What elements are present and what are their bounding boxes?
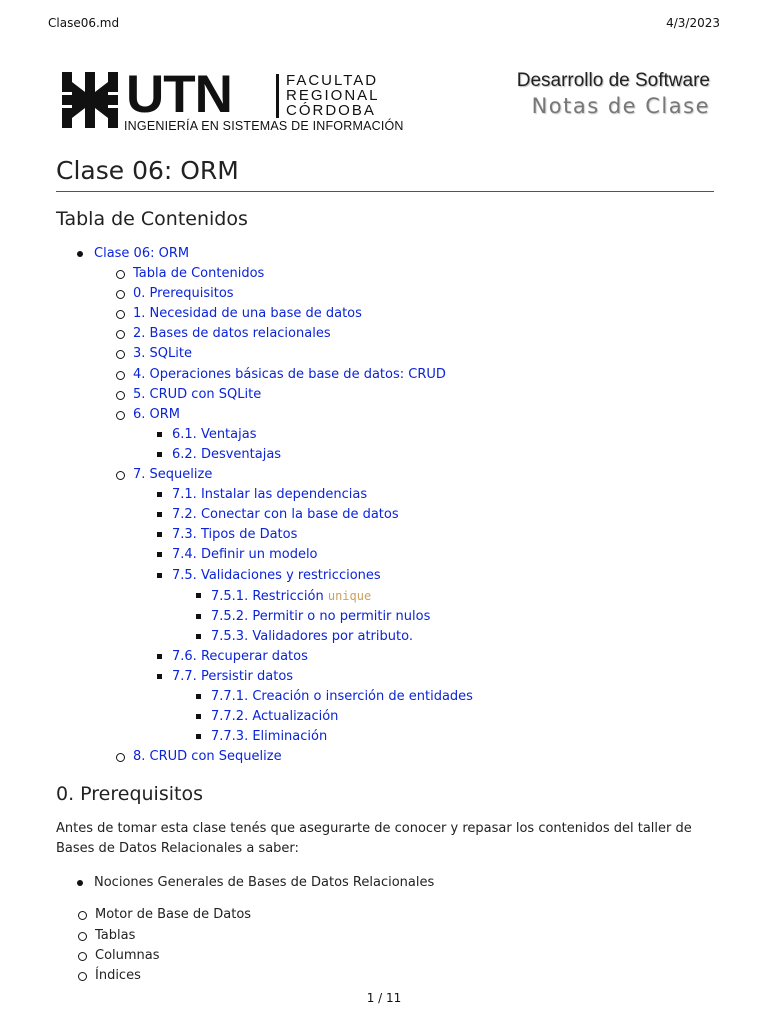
toc-item — [172, 607, 714, 627]
list-item: Motor de Base de Datos — [56, 905, 714, 925]
toc-item — [133, 525, 714, 545]
toc-item — [94, 344, 714, 364]
toc-item — [133, 425, 714, 445]
toc-link[interactable]: 8. CRUD con Sequelize — [133, 749, 282, 765]
toc-item — [133, 566, 714, 647]
print-header — [48, 16, 720, 32]
toc-link[interactable] — [211, 589, 371, 604]
sublist-container — [56, 905, 714, 986]
toc-item — [172, 586, 714, 607]
toc-link[interactable]: 7.6. Recuperar datos — [172, 648, 308, 664]
utn-wordmark: UTN — [126, 65, 232, 124]
toc-item — [133, 545, 714, 565]
section-paragraph: Antes de tomar esta clase tenés que asegurarte de conocer y repasar los contenidos del taller de Bases de Datos Relacionales a saber: — [56, 821, 692, 857]
print-filename: Clase06.md — [48, 16, 120, 30]
toc-item — [133, 485, 714, 505]
toc-item — [94, 365, 714, 385]
toc-link[interactable]: 7.7.2. Actualización — [211, 709, 339, 725]
toc-link[interactable]: 7.5. Validaciones y restricciones — [172, 567, 381, 583]
toc-item — [133, 505, 714, 525]
toc-link[interactable]: 7.7.1. Creación o inserción de entidades — [211, 689, 473, 705]
toc-link[interactable]: 7.3. Tipos de Datos — [172, 527, 298, 543]
toc-item — [172, 687, 714, 707]
toc-link[interactable]: 7.4. Definir un modelo — [172, 547, 318, 563]
toc-link[interactable]: 7. Sequelize — [133, 467, 213, 483]
toc-link[interactable]: Tabla de Contenidos — [133, 266, 265, 282]
prereq-list — [56, 873, 714, 986]
toc-link[interactable]: Clase 06: ORM — [94, 246, 190, 261]
list-item: Columnas — [56, 946, 714, 966]
table-of-contents — [56, 244, 714, 767]
page-title: Clase 06: ORM — [56, 156, 714, 192]
utn-emblem-icon — [60, 70, 120, 130]
facultad-line-3: CÓRDOBA — [286, 102, 376, 119]
course-title: Desarrollo de Software — [516, 70, 710, 91]
list-item-text: Nociones Generales de Bases de Datos Relacionales — [94, 875, 435, 891]
toc-link-text: 7.5.1. Restricción — [211, 588, 324, 604]
course-subtitle: Notas de Clase — [531, 94, 710, 118]
toc-heading: Tabla de Contenidos — [56, 208, 248, 230]
page-number: 1 / 11 — [366, 991, 402, 1005]
toc-item — [94, 747, 714, 767]
toc-link[interactable]: 0. Prerequisitos — [133, 286, 234, 302]
toc-item — [172, 727, 714, 747]
toc-item — [133, 667, 714, 747]
toc-link[interactable]: 1. Necesidad de una base de datos — [133, 306, 362, 322]
toc-link[interactable]: 2. Bases de datos relacionales — [133, 326, 331, 342]
toc-item — [94, 385, 714, 405]
toc-link[interactable]: 7.5.2. Permitir o no permitir nulos — [211, 608, 431, 624]
toc-item — [172, 627, 714, 647]
toc-link[interactable]: 6. ORM — [133, 406, 181, 422]
carrera-label: INGENIERÍA EN SISTEMAS DE INFORMACIÓN — [124, 119, 404, 133]
facultad-line-1: FACULTAD — [286, 72, 379, 89]
document-body — [56, 156, 714, 998]
toc-item — [94, 264, 714, 284]
list-item: Índices — [56, 966, 714, 986]
toc-link[interactable]: 7.5.3. Validadores por atributo. — [211, 628, 413, 644]
toc-link[interactable]: 7.7.3. Eliminación — [211, 729, 328, 745]
list-item — [56, 873, 714, 893]
toc-link[interactable]: 4. Operaciones básicas de base de datos: CRUD — [133, 366, 446, 382]
toc-link[interactable]: 7.7. Persistir datos — [172, 668, 294, 684]
toc-link[interactable]: 6.1. Ventajas — [172, 426, 257, 442]
toc-item — [94, 405, 714, 465]
list-item: Tablas — [56, 926, 714, 946]
facultad-line-2: REGIONAL — [286, 87, 380, 104]
toc-item — [94, 284, 714, 304]
toc-item — [94, 324, 714, 344]
toc-item — [172, 707, 714, 727]
section-heading: 0. Prerequisitos — [56, 783, 203, 806]
facultad-block — [286, 73, 380, 118]
inline-code: unique — [327, 588, 372, 603]
toc-item — [56, 244, 714, 767]
utn-logo — [60, 65, 404, 134]
logo-divider — [276, 74, 279, 118]
toc-link[interactable]: 5. CRUD con SQLite — [133, 386, 262, 402]
toc-link[interactable]: 3. SQLite — [133, 346, 192, 362]
toc-link[interactable]: 7.1. Instalar las dependencias — [172, 487, 368, 503]
header-banner — [56, 66, 716, 136]
toc-item — [94, 304, 714, 324]
course-label — [517, 70, 710, 118]
toc-item — [133, 647, 714, 667]
toc-link[interactable]: 7.2. Conectar con la base de datos — [172, 507, 399, 523]
toc-item — [94, 465, 714, 747]
print-date: 4/3/2023 — [666, 16, 720, 30]
toc-link[interactable]: 6.2. Desventajas — [172, 446, 282, 462]
toc-item — [133, 445, 714, 465]
